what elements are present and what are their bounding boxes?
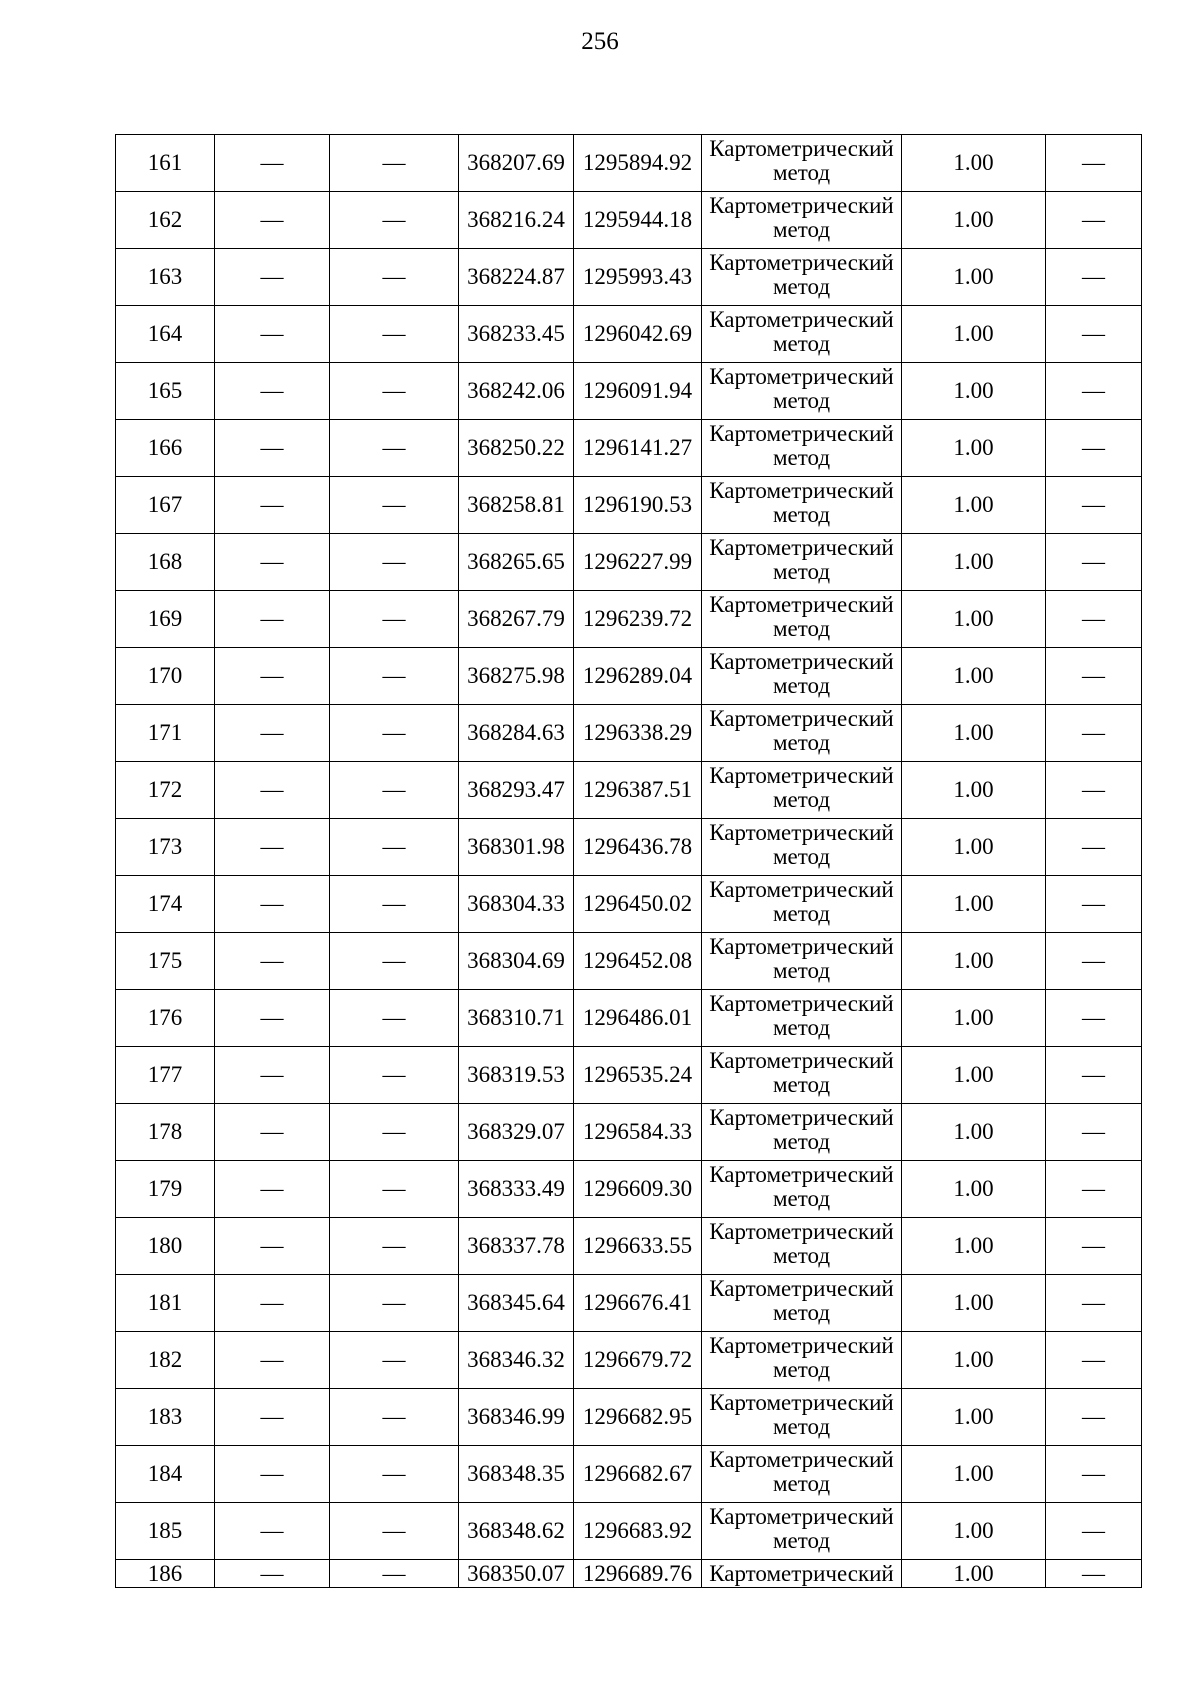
accuracy-cell: 1.00 xyxy=(902,249,1046,306)
method-cell xyxy=(702,876,902,933)
x-coordinate-cell: 368275.98 xyxy=(459,648,574,705)
dash-cell: — xyxy=(1046,1275,1142,1332)
y-coordinate-cell: 1296679.72 xyxy=(574,1332,702,1389)
dash-cell: — xyxy=(1046,1503,1142,1560)
x-coordinate-cell: 368301.98 xyxy=(459,819,574,876)
table-row xyxy=(116,591,1142,648)
dash-cell: — xyxy=(330,1389,459,1446)
dash-cell: — xyxy=(330,1218,459,1275)
dash-cell: — xyxy=(330,1161,459,1218)
method-line1: Картометрический xyxy=(709,193,894,218)
dash-cell: — xyxy=(330,249,459,306)
dash-cell: — xyxy=(1046,534,1142,591)
y-coordinate-cell: 1296338.29 xyxy=(574,705,702,762)
table-row xyxy=(116,819,1142,876)
dash-cell: — xyxy=(215,192,330,249)
x-coordinate-cell: 368329.07 xyxy=(459,1104,574,1161)
method-line2: метод xyxy=(772,559,831,584)
method-line1: Картометрический xyxy=(709,1560,894,1586)
y-coordinate-cell: 1296450.02 xyxy=(574,876,702,933)
method-cell xyxy=(702,705,902,762)
point-number-cell: 183 xyxy=(116,1389,215,1446)
method-cell xyxy=(702,477,902,534)
method-cell xyxy=(702,1560,902,1588)
dash-cell: — xyxy=(215,1332,330,1389)
table-row xyxy=(116,876,1142,933)
point-number-cell: 165 xyxy=(116,363,215,420)
table-row xyxy=(116,1218,1142,1275)
method-line2: метод xyxy=(772,730,831,755)
table-row xyxy=(116,990,1142,1047)
method-line1: Картометрический xyxy=(709,1048,894,1073)
dash-cell: — xyxy=(1046,705,1142,762)
y-coordinate-cell: 1296436.78 xyxy=(574,819,702,876)
dash-cell: — xyxy=(1046,1218,1142,1275)
point-number-cell: 181 xyxy=(116,1275,215,1332)
method-line1: Картометрический xyxy=(709,364,894,389)
dash-cell: — xyxy=(1046,819,1142,876)
table-row xyxy=(116,534,1142,591)
dash-cell: — xyxy=(215,135,330,192)
method-line1: Картометрический xyxy=(709,1105,894,1130)
method-cell xyxy=(702,591,902,648)
y-coordinate-cell: 1295944.18 xyxy=(574,192,702,249)
accuracy-cell: 1.00 xyxy=(902,192,1046,249)
x-coordinate-cell: 368337.78 xyxy=(459,1218,574,1275)
table-row xyxy=(116,1503,1142,1560)
x-coordinate-cell: 368265.65 xyxy=(459,534,574,591)
accuracy-cell: 1.00 xyxy=(902,1560,1046,1588)
table-row xyxy=(116,648,1142,705)
x-coordinate-cell: 368310.71 xyxy=(459,990,574,1047)
method-line1: Картометрический xyxy=(709,307,894,332)
method-line1: Картометрический xyxy=(709,1333,894,1358)
x-coordinate-cell: 368293.47 xyxy=(459,762,574,819)
point-number-cell: 175 xyxy=(116,933,215,990)
table-row xyxy=(116,306,1142,363)
dash-cell: — xyxy=(330,1446,459,1503)
dash-cell: — xyxy=(330,819,459,876)
x-coordinate-cell: 368348.62 xyxy=(459,1503,574,1560)
x-coordinate-cell: 368333.49 xyxy=(459,1161,574,1218)
dash-cell: — xyxy=(215,705,330,762)
table-row xyxy=(116,420,1142,477)
y-coordinate-cell: 1296190.53 xyxy=(574,477,702,534)
method-cell xyxy=(702,1161,902,1218)
method-line1: Картометрический xyxy=(709,706,894,731)
point-number-cell: 184 xyxy=(116,1446,215,1503)
accuracy-cell: 1.00 xyxy=(902,933,1046,990)
method-line1: Картометрический xyxy=(709,1504,894,1529)
accuracy-cell: 1.00 xyxy=(902,990,1046,1047)
dash-cell: — xyxy=(215,933,330,990)
method-line2: метод xyxy=(772,1414,831,1439)
table-row xyxy=(116,933,1142,990)
dash-cell: — xyxy=(215,1218,330,1275)
accuracy-cell: 1.00 xyxy=(902,1275,1046,1332)
dash-cell: — xyxy=(215,420,330,477)
method-line2: метод xyxy=(772,160,831,185)
dash-cell: — xyxy=(330,477,459,534)
point-number-cell: 179 xyxy=(116,1161,215,1218)
dash-cell: — xyxy=(215,1161,330,1218)
method-line1: Картометрический xyxy=(709,649,894,674)
y-coordinate-cell: 1296289.04 xyxy=(574,648,702,705)
dash-cell: — xyxy=(215,534,330,591)
dash-cell: — xyxy=(1046,363,1142,420)
x-coordinate-cell: 368319.53 xyxy=(459,1047,574,1104)
table-row xyxy=(116,705,1142,762)
dash-cell: — xyxy=(1046,762,1142,819)
dash-cell: — xyxy=(330,420,459,477)
x-coordinate-cell: 368284.63 xyxy=(459,705,574,762)
accuracy-cell: 1.00 xyxy=(902,1389,1046,1446)
dash-cell: — xyxy=(215,1389,330,1446)
method-line2: метод xyxy=(772,673,831,698)
table-row xyxy=(116,762,1142,819)
accuracy-cell: 1.00 xyxy=(902,762,1046,819)
point-number-cell: 171 xyxy=(116,705,215,762)
accuracy-cell: 1.00 xyxy=(902,1161,1046,1218)
x-coordinate-cell: 368224.87 xyxy=(459,249,574,306)
y-coordinate-cell: 1296633.55 xyxy=(574,1218,702,1275)
method-line2: метод xyxy=(772,388,831,413)
accuracy-cell: 1.00 xyxy=(902,363,1046,420)
point-number-cell: 172 xyxy=(116,762,215,819)
dash-cell: — xyxy=(330,363,459,420)
y-coordinate-cell: 1296239.72 xyxy=(574,591,702,648)
point-number-cell: 163 xyxy=(116,249,215,306)
method-line1: Картометрический xyxy=(709,820,894,845)
dash-cell: — xyxy=(215,876,330,933)
method-cell xyxy=(702,420,902,477)
point-number-cell: 164 xyxy=(116,306,215,363)
dash-cell: — xyxy=(330,192,459,249)
point-number-cell: 161 xyxy=(116,135,215,192)
dash-cell: — xyxy=(330,1047,459,1104)
method-line2: метод xyxy=(772,1015,831,1040)
x-coordinate-cell: 368250.22 xyxy=(459,420,574,477)
method-cell xyxy=(702,990,902,1047)
method-line2: метод xyxy=(772,901,831,926)
dash-cell: — xyxy=(215,1503,330,1560)
method-line1: Картометрический xyxy=(709,1219,894,1244)
method-line2: метод xyxy=(772,1471,831,1496)
dash-cell: — xyxy=(1046,1560,1142,1588)
method-cell xyxy=(702,192,902,249)
accuracy-cell: 1.00 xyxy=(902,534,1046,591)
dash-cell: — xyxy=(330,933,459,990)
method-line1: Картометрический xyxy=(709,934,894,959)
method-line1: Картометрический xyxy=(709,1447,894,1472)
y-coordinate-cell: 1296682.95 xyxy=(574,1389,702,1446)
table-row xyxy=(116,1332,1142,1389)
method-cell xyxy=(702,1047,902,1104)
point-number-cell: 182 xyxy=(116,1332,215,1389)
table-row xyxy=(116,363,1142,420)
x-coordinate-cell: 368304.69 xyxy=(459,933,574,990)
accuracy-cell: 1.00 xyxy=(902,1503,1046,1560)
y-coordinate-cell: 1296584.33 xyxy=(574,1104,702,1161)
table-row xyxy=(116,1161,1142,1218)
accuracy-cell: 1.00 xyxy=(902,648,1046,705)
method-line1: Картометрический xyxy=(709,877,894,902)
dash-cell: — xyxy=(215,249,330,306)
dash-cell: — xyxy=(215,1560,330,1588)
dash-cell: — xyxy=(330,990,459,1047)
dash-cell: — xyxy=(330,876,459,933)
method-cell xyxy=(702,648,902,705)
method-line1: Картометрический xyxy=(709,478,894,503)
y-coordinate-cell: 1296141.27 xyxy=(574,420,702,477)
dash-cell: — xyxy=(1046,249,1142,306)
dash-cell: — xyxy=(1046,990,1142,1047)
dash-cell: — xyxy=(330,534,459,591)
method-cell xyxy=(702,249,902,306)
method-line2: метод xyxy=(772,1072,831,1097)
accuracy-cell: 1.00 xyxy=(902,1218,1046,1275)
point-number-cell: 176 xyxy=(116,990,215,1047)
method-cell xyxy=(702,534,902,591)
method-line1: Картометрический xyxy=(709,991,894,1016)
dash-cell: — xyxy=(330,1104,459,1161)
dash-cell: — xyxy=(1046,876,1142,933)
method-cell xyxy=(702,363,902,420)
method-line1: Картометрический xyxy=(709,1390,894,1415)
method-line2: метод xyxy=(772,1357,831,1382)
y-coordinate-cell: 1296683.92 xyxy=(574,1503,702,1560)
method-line1: Картометрический xyxy=(709,592,894,617)
table-body xyxy=(116,135,1142,1588)
table-row xyxy=(116,192,1142,249)
method-line1: Картометрический xyxy=(709,1276,894,1301)
method-line2: метод xyxy=(772,331,831,356)
table-row xyxy=(116,1047,1142,1104)
y-coordinate-cell: 1296486.01 xyxy=(574,990,702,1047)
point-number-cell: 168 xyxy=(116,534,215,591)
point-number-cell: 170 xyxy=(116,648,215,705)
x-coordinate-cell: 368348.35 xyxy=(459,1446,574,1503)
dash-cell: — xyxy=(330,135,459,192)
method-cell xyxy=(702,135,902,192)
table-row xyxy=(116,1446,1142,1503)
method-line2: метод xyxy=(772,217,831,242)
method-line1: Картометрический xyxy=(709,763,894,788)
method-line2: метод xyxy=(772,1243,831,1268)
method-line2: метод xyxy=(772,787,831,812)
accuracy-cell: 1.00 xyxy=(902,1446,1046,1503)
dash-cell: — xyxy=(215,591,330,648)
dash-cell: — xyxy=(215,1104,330,1161)
x-coordinate-cell: 368233.45 xyxy=(459,306,574,363)
method-cell xyxy=(702,1104,902,1161)
point-number-cell: 169 xyxy=(116,591,215,648)
dash-cell: — xyxy=(1046,1104,1142,1161)
x-coordinate-cell: 368350.07 xyxy=(459,1560,574,1588)
point-number-cell: 186 xyxy=(116,1560,215,1588)
y-coordinate-cell: 1296042.69 xyxy=(574,306,702,363)
y-coordinate-cell: 1296227.99 xyxy=(574,534,702,591)
method-cell xyxy=(702,819,902,876)
method-line1: Картометрический xyxy=(709,136,894,161)
accuracy-cell: 1.00 xyxy=(902,591,1046,648)
x-coordinate-cell: 368304.33 xyxy=(459,876,574,933)
method-cell xyxy=(702,1389,902,1446)
dash-cell: — xyxy=(1046,1332,1142,1389)
x-coordinate-cell: 368267.79 xyxy=(459,591,574,648)
method-line1: Картометрический xyxy=(709,1162,894,1187)
x-coordinate-cell: 368346.99 xyxy=(459,1389,574,1446)
table-row xyxy=(116,249,1142,306)
method-line2: метод xyxy=(772,274,831,299)
method-cell xyxy=(702,762,902,819)
method-cell xyxy=(702,1332,902,1389)
dash-cell: — xyxy=(1046,1161,1142,1218)
y-coordinate-cell: 1296452.08 xyxy=(574,933,702,990)
dash-cell: — xyxy=(330,1560,459,1588)
dash-cell: — xyxy=(1046,1389,1142,1446)
x-coordinate-cell: 368216.24 xyxy=(459,192,574,249)
accuracy-cell: 1.00 xyxy=(902,420,1046,477)
accuracy-cell: 1.00 xyxy=(902,876,1046,933)
method-cell xyxy=(702,1275,902,1332)
dash-cell: — xyxy=(215,762,330,819)
point-number-cell: 166 xyxy=(116,420,215,477)
method-line1: Картометрический xyxy=(709,535,894,560)
point-number-cell: 185 xyxy=(116,1503,215,1560)
dash-cell: — xyxy=(1046,1446,1142,1503)
accuracy-cell: 1.00 xyxy=(902,1332,1046,1389)
dash-cell: — xyxy=(215,819,330,876)
method-line2: метод xyxy=(772,1300,831,1325)
method-cell xyxy=(702,933,902,990)
dash-cell: — xyxy=(215,1275,330,1332)
table-row xyxy=(116,1560,1142,1588)
dash-cell: — xyxy=(330,648,459,705)
y-coordinate-cell: 1296535.24 xyxy=(574,1047,702,1104)
y-coordinate-cell: 1295993.43 xyxy=(574,249,702,306)
y-coordinate-cell: 1296609.30 xyxy=(574,1161,702,1218)
accuracy-cell: 1.00 xyxy=(902,306,1046,363)
y-coordinate-cell: 1296676.41 xyxy=(574,1275,702,1332)
accuracy-cell: 1.00 xyxy=(902,135,1046,192)
method-line2: метод xyxy=(772,1186,831,1211)
method-cell xyxy=(702,1503,902,1560)
y-coordinate-cell: 1296682.67 xyxy=(574,1446,702,1503)
method-line2: метод xyxy=(772,1528,831,1553)
x-coordinate-cell: 368346.32 xyxy=(459,1332,574,1389)
table-row xyxy=(116,1275,1142,1332)
dash-cell: — xyxy=(1046,648,1142,705)
point-number-cell: 177 xyxy=(116,1047,215,1104)
point-number-cell: 180 xyxy=(116,1218,215,1275)
dash-cell: — xyxy=(215,363,330,420)
accuracy-cell: 1.00 xyxy=(902,1047,1046,1104)
method-line2: метод xyxy=(772,844,831,869)
dash-cell: — xyxy=(215,990,330,1047)
method-line2: метод xyxy=(772,616,831,641)
method-cell xyxy=(702,306,902,363)
dash-cell: — xyxy=(1046,477,1142,534)
y-coordinate-cell: 1296689.76 xyxy=(574,1560,702,1588)
method-line2: метод xyxy=(772,445,831,470)
accuracy-cell: 1.00 xyxy=(902,477,1046,534)
method-line1: Картометрический xyxy=(709,250,894,275)
dash-cell: — xyxy=(330,762,459,819)
y-coordinate-cell: 1296387.51 xyxy=(574,762,702,819)
dash-cell: — xyxy=(1046,1047,1142,1104)
point-number-cell: 173 xyxy=(116,819,215,876)
dash-cell: — xyxy=(1046,591,1142,648)
x-coordinate-cell: 368207.69 xyxy=(459,135,574,192)
accuracy-cell: 1.00 xyxy=(902,705,1046,762)
dash-cell: — xyxy=(215,648,330,705)
x-coordinate-cell: 368345.64 xyxy=(459,1275,574,1332)
method-line2: метод xyxy=(772,958,831,983)
y-coordinate-cell: 1295894.92 xyxy=(574,135,702,192)
page-number: 256 xyxy=(581,28,619,55)
x-coordinate-cell: 368258.81 xyxy=(459,477,574,534)
table-row xyxy=(116,1104,1142,1161)
dash-cell: — xyxy=(330,591,459,648)
accuracy-cell: 1.00 xyxy=(902,1104,1046,1161)
method-line2: метод xyxy=(772,1129,831,1154)
dash-cell: — xyxy=(215,1047,330,1104)
dash-cell: — xyxy=(1046,420,1142,477)
method-cell xyxy=(702,1446,902,1503)
dash-cell: — xyxy=(215,477,330,534)
table-row xyxy=(116,1389,1142,1446)
dash-cell: — xyxy=(215,306,330,363)
point-number-cell: 174 xyxy=(116,876,215,933)
dash-cell: — xyxy=(215,1446,330,1503)
y-coordinate-cell: 1296091.94 xyxy=(574,363,702,420)
table-row xyxy=(116,135,1142,192)
dash-cell: — xyxy=(1046,135,1142,192)
table-row xyxy=(116,477,1142,534)
dash-cell: — xyxy=(1046,192,1142,249)
dash-cell: — xyxy=(1046,306,1142,363)
method-line1: Картометрический xyxy=(709,421,894,446)
point-number-cell: 162 xyxy=(116,192,215,249)
x-coordinate-cell: 368242.06 xyxy=(459,363,574,420)
point-number-cell: 178 xyxy=(116,1104,215,1161)
point-number-cell: 167 xyxy=(116,477,215,534)
method-line2: метод xyxy=(772,502,831,527)
dash-cell: — xyxy=(330,1275,459,1332)
dash-cell: — xyxy=(330,1332,459,1389)
dash-cell: — xyxy=(330,705,459,762)
method-cell xyxy=(702,1218,902,1275)
coordinates-table xyxy=(115,134,1142,1588)
dash-cell: — xyxy=(330,1503,459,1560)
accuracy-cell: 1.00 xyxy=(902,819,1046,876)
dash-cell: — xyxy=(1046,933,1142,990)
dash-cell: — xyxy=(330,306,459,363)
